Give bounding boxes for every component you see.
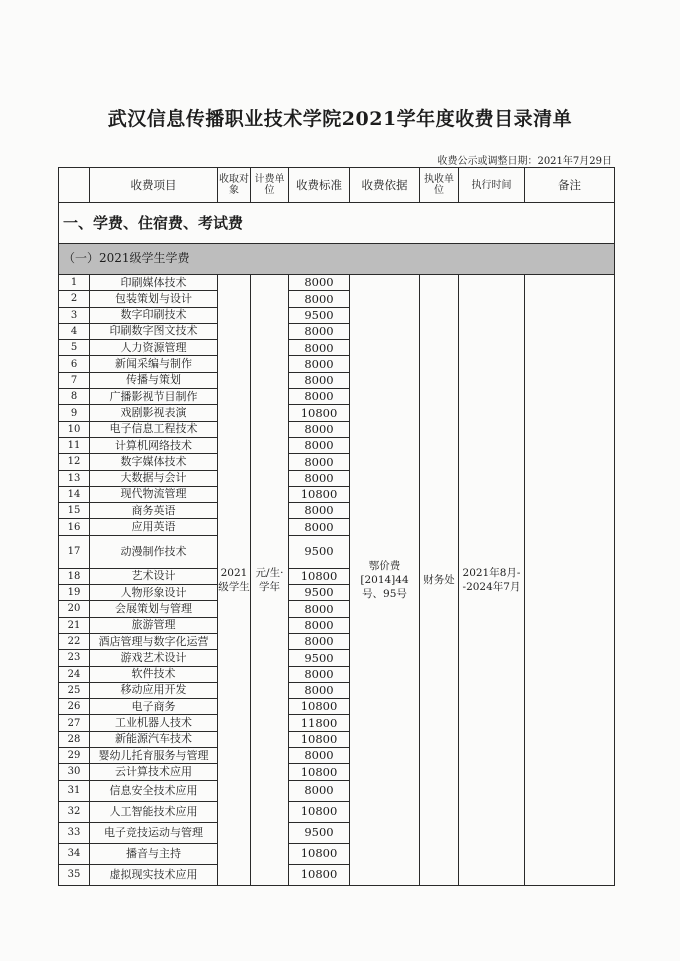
header-index (59, 168, 90, 203)
fee-standard: 11800 (289, 715, 350, 731)
row-number: 30 (59, 764, 90, 780)
program-name: 广播影视节目制作 (90, 389, 218, 405)
fee-standard: 8000 (289, 275, 350, 291)
fee-standard: 8000 (289, 437, 350, 453)
program-name: 包装策划与设计 (90, 291, 218, 307)
program-name: 印刷媒体技术 (90, 275, 218, 291)
row-number: 11 (59, 437, 90, 453)
fee-table (58, 167, 615, 886)
program-name: 播音与主持 (90, 843, 218, 864)
fee-standard: 10800 (289, 731, 350, 747)
program-name: 工业机器人技术 (90, 715, 218, 731)
program-name: 数字媒体技术 (90, 454, 218, 470)
subcategory-heading: （一）2021级学生学费 (59, 244, 615, 275)
fee-standard: 8000 (289, 340, 350, 356)
header-agency: 执收单位 (420, 168, 459, 203)
fee-standard: 9500 (289, 307, 350, 323)
row-number: 7 (59, 372, 90, 388)
fee-standard: 10800 (289, 568, 350, 584)
unit-cell: 元/生·学年 (251, 275, 289, 886)
fee-standard: 8000 (289, 421, 350, 437)
header-unit: 计费单位 (251, 168, 289, 203)
header-basis: 收费依据 (350, 168, 420, 203)
program-name: 游戏艺术设计 (90, 650, 218, 666)
fee-standard: 8000 (289, 389, 350, 405)
row-number: 26 (59, 699, 90, 715)
fee-standard: 8000 (289, 748, 350, 764)
program-name: 信息安全技术应用 (90, 780, 218, 801)
program-name: 人工智能技术应用 (90, 801, 218, 822)
row-number: 25 (59, 682, 90, 698)
period-cell: 2021年8月--2024年7月 (459, 275, 525, 886)
program-name: 会展策划与管理 (90, 601, 218, 617)
program-name: 电子竞技运动与管理 (90, 822, 218, 843)
header-standard: 收费标准 (289, 168, 350, 203)
row-number: 4 (59, 323, 90, 339)
fee-standard: 10800 (289, 843, 350, 864)
row-number: 12 (59, 454, 90, 470)
row-number: 17 (59, 535, 90, 568)
row-number: 27 (59, 715, 90, 731)
fee-standard: 10800 (289, 405, 350, 421)
header-item: 收费项目 (90, 168, 218, 203)
basis-cell: 鄂价费[2014]44号、95号 (350, 275, 420, 886)
row-number: 8 (59, 389, 90, 405)
header-note: 备注 (525, 168, 615, 203)
program-name: 新能源汽车技术 (90, 731, 218, 747)
fee-standard: 8000 (289, 372, 350, 388)
fee-standard: 10800 (289, 699, 350, 715)
program-name: 酒店管理与数字化运营 (90, 633, 218, 649)
program-name: 新闻采编与制作 (90, 356, 218, 372)
program-name: 旅游管理 (90, 617, 218, 633)
fee-standard: 10800 (289, 801, 350, 822)
row-number: 20 (59, 601, 90, 617)
program-name: 电子商务 (90, 699, 218, 715)
fee-standard: 8000 (289, 454, 350, 470)
program-name: 动漫制作技术 (90, 535, 218, 568)
category-heading: 一、学费、住宿费、考试费 (59, 203, 615, 244)
program-name: 电子信息工程技术 (90, 421, 218, 437)
fee-standard: 8000 (289, 633, 350, 649)
program-name: 人力资源管理 (90, 340, 218, 356)
program-name: 虚拟现实技术应用 (90, 864, 218, 885)
row-number: 22 (59, 633, 90, 649)
fee-standard: 8000 (289, 323, 350, 339)
row-number: 19 (59, 585, 90, 601)
fee-standard: 8000 (289, 601, 350, 617)
row-number: 28 (59, 731, 90, 747)
row-number: 6 (59, 356, 90, 372)
fee-standard: 8000 (289, 356, 350, 372)
program-name: 印刷数字图文技术 (90, 323, 218, 339)
program-name: 大数据与会计 (90, 470, 218, 486)
row-number: 18 (59, 568, 90, 584)
row-number: 10 (59, 421, 90, 437)
fee-standard: 8000 (289, 617, 350, 633)
row-number: 3 (59, 307, 90, 323)
row-number: 15 (59, 503, 90, 519)
fee-standard: 9500 (289, 822, 350, 843)
target-cell: 2021级学生 (218, 275, 251, 886)
fee-standard: 10800 (289, 864, 350, 885)
row-number: 21 (59, 617, 90, 633)
program-name: 戏剧影视表演 (90, 405, 218, 421)
row-number: 14 (59, 486, 90, 502)
agency-cell: 财务处 (420, 275, 459, 886)
header-target: 收取对象 (218, 168, 251, 203)
note-cell (525, 275, 615, 886)
fee-standard: 8000 (289, 666, 350, 682)
row-number: 31 (59, 780, 90, 801)
program-name: 计算机网络技术 (90, 437, 218, 453)
program-name: 云计算技术应用 (90, 764, 218, 780)
fee-standard: 9500 (289, 535, 350, 568)
program-name: 应用英语 (90, 519, 218, 535)
fee-standard: 9500 (289, 650, 350, 666)
fee-standard: 8000 (289, 470, 350, 486)
fee-standard: 8000 (289, 291, 350, 307)
row-number: 16 (59, 519, 90, 535)
row-number: 5 (59, 340, 90, 356)
table-row (59, 275, 615, 291)
row-number: 32 (59, 801, 90, 822)
row-number: 23 (59, 650, 90, 666)
header-period: 执行时间 (459, 168, 525, 203)
fee-standard: 8000 (289, 780, 350, 801)
fee-standard: 10800 (289, 764, 350, 780)
row-number: 35 (59, 864, 90, 885)
row-number: 29 (59, 748, 90, 764)
fee-standard: 8000 (289, 519, 350, 535)
program-name: 数字印刷技术 (90, 307, 218, 323)
fee-standard: 10800 (289, 486, 350, 502)
adjustment-date: 收费公示或调整日期：2021年7月29日 (437, 156, 612, 167)
program-name: 现代物流管理 (90, 486, 218, 502)
program-name: 人物形象设计 (90, 585, 218, 601)
fee-standard: 8000 (289, 682, 350, 698)
fee-standard: 8000 (289, 503, 350, 519)
row-number: 13 (59, 470, 90, 486)
program-name: 婴幼儿托育服务与管理 (90, 748, 218, 764)
row-number: 9 (59, 405, 90, 421)
row-number: 2 (59, 291, 90, 307)
program-name: 商务英语 (90, 503, 218, 519)
program-name: 软件技术 (90, 666, 218, 682)
program-name: 移动应用开发 (90, 682, 218, 698)
row-number: 33 (59, 822, 90, 843)
row-number: 24 (59, 666, 90, 682)
fee-standard: 9500 (289, 585, 350, 601)
row-number: 1 (59, 275, 90, 291)
document-title: 武汉信息传播职业技术学院2021学年度收费目录清单 (107, 108, 573, 130)
program-name: 传播与策划 (90, 372, 218, 388)
program-name: 艺术设计 (90, 568, 218, 584)
row-number: 34 (59, 843, 90, 864)
